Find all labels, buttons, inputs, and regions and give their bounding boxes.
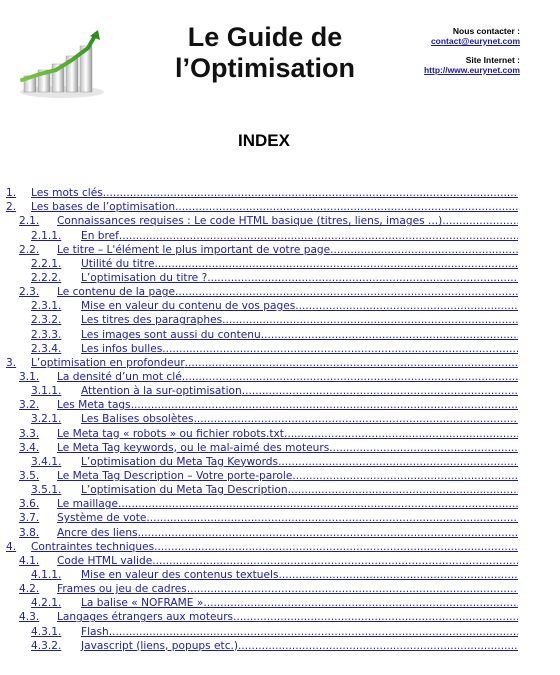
toc-dot-leader: [207, 272, 518, 284]
toc-entry-number: 2.1.: [19, 215, 40, 228]
toc-entry-number: 2.3.1.: [31, 300, 62, 313]
toc-entry-title: Frames ou jeu de cadres: [57, 583, 187, 596]
toc-entry[interactable]: [6, 369, 518, 383]
toc-dot-leader: [238, 640, 518, 652]
toc-entry-number: 2.3.3.: [31, 328, 62, 341]
toc-entry-title: Système de vote: [57, 512, 147, 525]
toc-entry-title: Ancre des liens: [57, 526, 138, 539]
toc-dot-leader: [284, 428, 518, 440]
contact-block: [424, 26, 520, 75]
toc-dot-leader: [175, 201, 518, 213]
toc-entry[interactable]: [6, 227, 518, 241]
toc-entry-title: Javascript (liens, popups etc.): [81, 639, 239, 652]
toc-entry-title: Le Meta Tag keywords, ou le mal-aimé des moteurs: [57, 441, 330, 454]
toc-entry[interactable]: [6, 468, 518, 482]
toc-dot-leader: [242, 385, 518, 397]
toc-dot-leader: [175, 286, 518, 298]
toc-entry-number: 2.3.4.: [31, 342, 62, 355]
toc-dot-leader: [185, 357, 518, 369]
toc-entry-number: 1.: [6, 187, 17, 200]
toc-dot-leader: [278, 569, 518, 581]
toc-entry-title: La balise « NOFRAME »: [81, 597, 204, 610]
toc-entry-number: 3.4.1.: [31, 455, 62, 468]
toc-entry[interactable]: [6, 539, 518, 553]
toc-entry-number: 2.2.1.: [31, 257, 62, 270]
toc-entry-number: 3.1.: [19, 370, 40, 383]
toc-entry[interactable]: [6, 270, 518, 284]
toc-dot-leader: [292, 470, 518, 482]
toc-dot-leader: [103, 187, 518, 199]
logo-chart-icon: [18, 30, 106, 100]
toc-entry[interactable]: [6, 242, 518, 256]
toc-entry-title: Le Meta Tag Description – Votre porte-parole: [57, 469, 293, 482]
toc-dot-leader: [295, 300, 518, 312]
toc-entry[interactable]: [6, 482, 518, 496]
toc-entry-title: Le titre – L'élément le plus important de votre page: [57, 243, 331, 256]
toc-entry-number: 2.3.: [19, 286, 40, 299]
toc-dot-leader: [329, 442, 518, 454]
toc-entry[interactable]: [6, 425, 518, 439]
toc-entry-number: 4.1.: [19, 554, 40, 567]
toc-dot-leader: [233, 611, 518, 623]
toc-entry-title: Le maillage: [57, 498, 118, 511]
toc-entry[interactable]: [6, 411, 518, 425]
contact-email-link[interactable]: contact@eurynet.com: [430, 36, 520, 46]
toc-entry-title: Attention à la sur-optimisation: [81, 385, 242, 398]
toc-entry-number: 2.: [6, 201, 17, 214]
toc-entry[interactable]: [6, 213, 518, 227]
toc-entry-number: 3.: [6, 356, 17, 369]
toc-entry[interactable]: [6, 623, 518, 637]
toc-entry[interactable]: [6, 312, 518, 326]
toc-dot-leader: [138, 527, 518, 539]
toc-entry-title: Les Balises obsolètes: [81, 413, 194, 426]
index-heading: INDEX: [238, 131, 290, 150]
toc-dot-leader: [118, 498, 518, 510]
toc-entry-title: Contraintes techniques: [31, 540, 155, 553]
toc-dot-leader: [154, 541, 518, 553]
toc-dot-leader: [109, 626, 518, 638]
toc-entry-title: Code HTML valide: [57, 554, 153, 567]
toc-entry[interactable]: [6, 595, 518, 609]
toc-entry[interactable]: [6, 284, 518, 298]
toc-entry[interactable]: [6, 298, 518, 312]
toc-entry-number: 3.8.: [19, 526, 40, 539]
toc-dot-leader: [187, 583, 518, 595]
toc-entry-title: Les infos bulles: [81, 342, 163, 355]
toc-entry[interactable]: [6, 609, 518, 623]
toc-entry-number: 4.3.: [19, 611, 40, 624]
toc-entry[interactable]: [6, 256, 518, 270]
contact-label: Nous contacter :: [452, 26, 520, 36]
site-label: Site Internet :: [465, 55, 520, 65]
toc-entry-number: 3.7.: [19, 512, 40, 525]
toc-dot-leader: [119, 230, 518, 242]
toc-entry[interactable]: [6, 581, 518, 595]
toc-entry[interactable]: [6, 397, 518, 411]
toc-dot-leader: [288, 484, 518, 496]
site-url-link[interactable]: http://www.eurynet.com: [423, 65, 520, 75]
toc-entry[interactable]: [6, 383, 518, 397]
toc-entry-title: Les Meta tags: [57, 399, 131, 412]
toc-entry-number: 4.: [6, 540, 17, 553]
toc-entry-title: Les bases de l’optimisation: [31, 201, 176, 214]
toc-entry-number: 3.3.: [19, 427, 40, 440]
toc-dot-leader: [194, 413, 518, 425]
toc-dot-leader: [203, 597, 518, 609]
toc-entry[interactable]: [6, 185, 518, 199]
toc-entry-title: Mise en valeur du contenu de vos pages: [81, 300, 296, 313]
toc-entry[interactable]: [6, 440, 518, 454]
toc-entry-title: L’optimisation du Meta Tag Keywords: [81, 455, 279, 468]
toc-entry-number: 2.1.1.: [31, 229, 62, 242]
document-title: [150, 22, 380, 84]
title-line-2: l’Optimisation: [174, 53, 355, 83]
toc-entry-number: 3.2.: [19, 399, 40, 412]
toc-entry-number: 2.2.: [19, 243, 40, 256]
toc-entry-title: Connaissances requises : Le code HTML basique (titres, liens, images ...): [57, 215, 443, 228]
toc-dot-leader: [261, 329, 518, 341]
toc-dot-leader: [162, 343, 518, 355]
toc-entry-number: 4.3.2.: [31, 639, 62, 652]
title-line-1: Le Guide de: [187, 22, 343, 52]
toc-entry-title: Le contenu de la page: [57, 286, 175, 299]
toc-entry[interactable]: [6, 567, 518, 581]
toc-entry-title: Les titres des paragraphes: [81, 314, 223, 327]
toc-entry-title: L’optimisation du titre ?: [81, 271, 208, 284]
toc-entry[interactable]: [6, 199, 518, 213]
toc-dot-leader: [222, 314, 518, 326]
toc-dot-leader: [154, 258, 518, 270]
toc-entry[interactable]: [6, 510, 518, 524]
toc-entry-number: 2.3.2.: [31, 314, 62, 327]
toc-entry[interactable]: [6, 355, 518, 369]
toc-dot-leader: [182, 371, 518, 383]
toc-entry-title: Langages étrangers aux moteurs: [57, 611, 234, 624]
toc-entry-title: L’optimisation en profondeur: [31, 356, 185, 369]
toc-dot-leader: [278, 456, 518, 468]
toc-entry[interactable]: [6, 454, 518, 468]
toc-entry-title: Flash: [81, 625, 109, 638]
toc-entry-number: 3.4.: [19, 441, 40, 454]
toc-entry-title: Les mots clés: [31, 187, 103, 200]
toc-entry-number: 2.2.2.: [31, 271, 62, 284]
toc-entry-title: La densité d’un mot clé: [57, 370, 182, 383]
toc-entry[interactable]: [6, 524, 518, 538]
toc-dot-leader: [131, 399, 518, 411]
toc-dot-leader: [152, 555, 518, 567]
toc-entry[interactable]: [6, 326, 518, 340]
toc-entry-title: En bref: [81, 229, 119, 242]
toc-entry-number: 3.5.1.: [31, 484, 62, 497]
toc-entry-number: 4.2.1.: [31, 597, 62, 610]
toc-entry-number: 3.2.1.: [31, 413, 62, 426]
table-of-contents: [6, 185, 518, 652]
toc-entry[interactable]: [6, 341, 518, 355]
toc-entry-number: 3.1.1.: [31, 385, 62, 398]
toc-entry-number: 4.1.1.: [31, 568, 62, 581]
toc-entry[interactable]: [6, 638, 518, 652]
toc-entry-number: 4.3.1.: [31, 625, 62, 638]
toc-dot-leader: [330, 244, 518, 256]
toc-entry[interactable]: [6, 553, 518, 567]
toc-entry-number: 3.6.: [19, 498, 40, 511]
toc-dot-leader: [146, 512, 518, 524]
toc-entry-title: Utilité du titre: [81, 257, 155, 270]
toc-entry-number: 4.2.: [19, 583, 40, 596]
toc-entry-title: L’optimisation du Meta Tag Description: [81, 484, 288, 497]
toc-entry-title: Mise en valeur des contenus textuels: [81, 568, 279, 581]
toc-dot-leader: [442, 215, 518, 227]
toc-entry-number: 3.5.: [19, 469, 40, 482]
toc-entry-title: Les images sont aussi du contenu: [81, 328, 261, 341]
toc-entry[interactable]: [6, 496, 518, 510]
toc-entry-title: Le Meta tag « robots » ou fichier robots.txt: [57, 427, 284, 440]
